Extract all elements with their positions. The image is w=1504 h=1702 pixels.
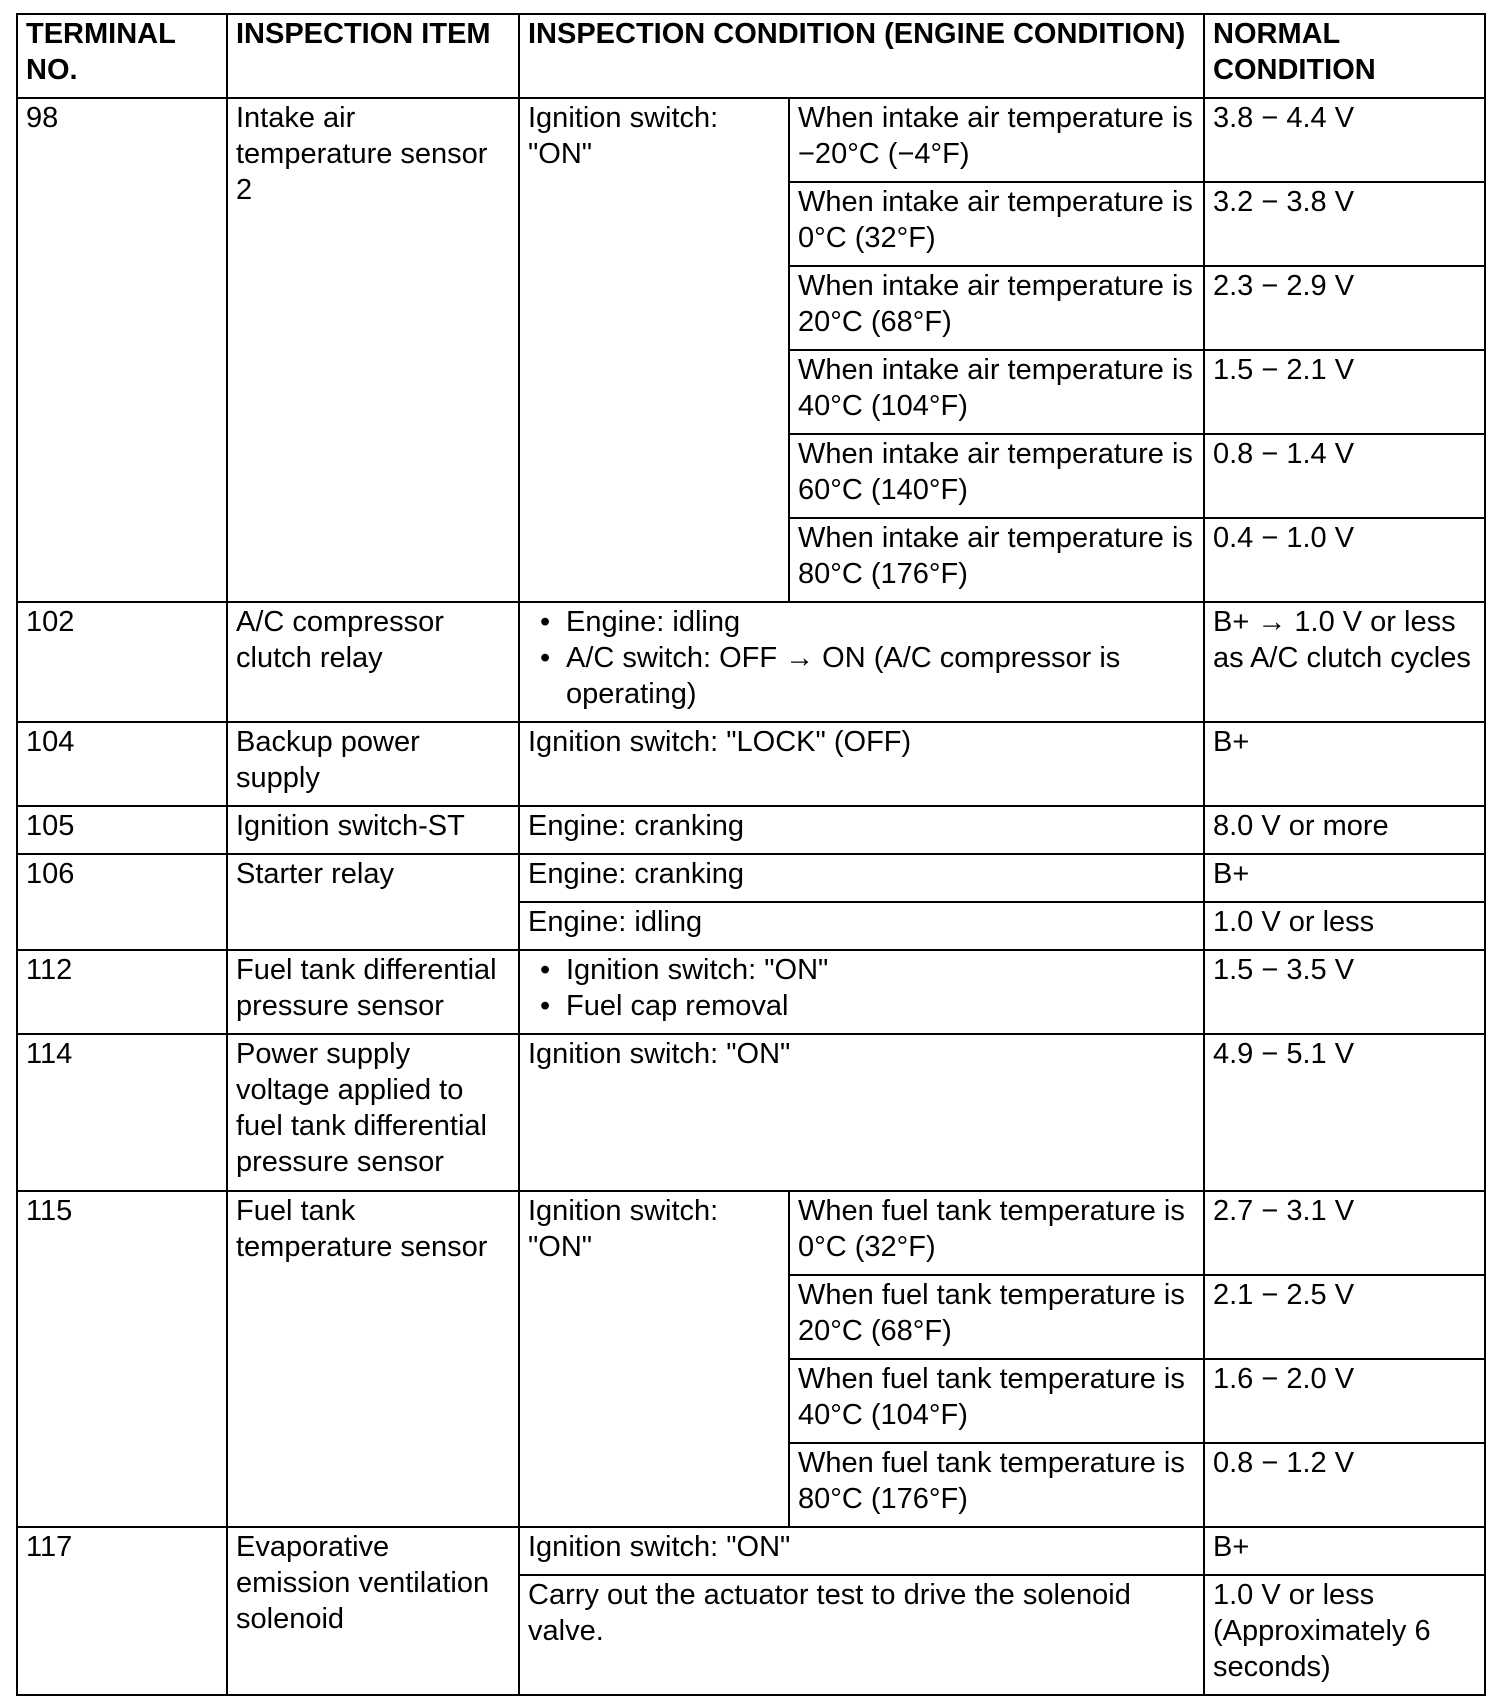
normal-condition-cell: 0.4 − 1.0 V: [1204, 518, 1485, 602]
normal-condition-cell: 2.7 − 3.1 V: [1204, 1191, 1485, 1275]
sub-condition-cell: When fuel tank temperature is 0°C (32°F): [789, 1191, 1204, 1275]
terminal-no-cell: 98: [17, 98, 227, 602]
condition-bullet: • A/C switch: OFF → ON (A/C compressor is operating): [528, 640, 1195, 712]
normal-condition-cell: 1.5 − 2.1 V: [1204, 350, 1485, 434]
sub-condition-cell: When intake air temperature is −20°C (−4°F): [789, 98, 1204, 182]
sub-condition-cell: When intake air temperature is 60°C (140°F): [789, 434, 1204, 518]
condition-bullet-list: [528, 604, 1195, 712]
inspection-condition-cell: Ignition switch: "ON": [519, 1527, 1204, 1575]
table-row: [17, 1527, 1485, 1575]
inspection-condition-cell: [519, 950, 1204, 1034]
sub-condition-cell: When intake air temperature is 20°C (68°F): [789, 266, 1204, 350]
terminal-no-cell: 104: [17, 722, 227, 806]
inspection-item-cell: Intake air temperature sensor 2: [227, 98, 519, 602]
normal-condition-cell: B+: [1204, 722, 1485, 806]
normal-condition-cell: 0.8 − 1.4 V: [1204, 434, 1485, 518]
inspection-condition-cell: Ignition switch: "ON": [519, 98, 789, 602]
header-terminal-no: TERMINAL NO.: [17, 14, 227, 98]
table-row: [17, 854, 1485, 902]
inspection-item-cell: Fuel tank differential pressure sensor: [227, 950, 519, 1034]
inspection-condition-cell: Engine: idling: [519, 902, 1204, 950]
normal-condition-cell: 3.2 − 3.8 V: [1204, 182, 1485, 266]
inspection-condition-cell: [519, 602, 1204, 722]
table-row: [17, 98, 1485, 182]
table-row: [17, 806, 1485, 854]
sub-condition-cell: When fuel tank temperature is 80°C (176°F): [789, 1443, 1204, 1527]
inspection-condition-cell: Ignition switch: "LOCK" (OFF): [519, 722, 1204, 806]
inspection-item-cell: Starter relay: [227, 854, 519, 950]
table-row: [17, 950, 1485, 1034]
header-row: [17, 14, 1485, 98]
table-row: [17, 1034, 1485, 1191]
normal-condition-cell: B+: [1204, 1527, 1485, 1575]
normal-condition-cell: 4.9 − 5.1 V: [1204, 1034, 1485, 1191]
sub-condition-cell: When fuel tank temperature is 40°C (104°F): [789, 1359, 1204, 1443]
sub-condition-cell: When intake air temperature is 0°C (32°F): [789, 182, 1204, 266]
normal-condition-cell: 2.3 − 2.9 V: [1204, 266, 1485, 350]
condition-bullet: • Ignition switch: "ON": [528, 952, 1195, 988]
sub-condition-cell: When intake air temperature is 40°C (104°F): [789, 350, 1204, 434]
normal-condition-cell: 2.1 − 2.5 V: [1204, 1275, 1485, 1359]
inspection-item-cell: Power supply voltage applied to fuel tank differential pressure sensor: [227, 1034, 519, 1191]
condition-bullet: • Fuel cap removal: [528, 988, 1195, 1024]
terminal-no-cell: 114: [17, 1034, 227, 1191]
inspection-condition-cell: Ignition switch: "ON": [519, 1191, 789, 1527]
header-inspection-condition: INSPECTION CONDITION (ENGINE CONDITION): [519, 14, 1204, 98]
terminal-no-cell: 106: [17, 854, 227, 950]
inspection-item-cell: Evaporative emission ventilation solenoid: [227, 1527, 519, 1695]
condition-bullet: • Engine: idling: [528, 604, 1195, 640]
sub-condition-cell: When intake air temperature is 80°C (176°F): [789, 518, 1204, 602]
normal-condition-cell: B+: [1204, 854, 1485, 902]
normal-condition-cell: 1.5 − 3.5 V: [1204, 950, 1485, 1034]
sub-condition-cell: When fuel tank temperature is 20°C (68°F): [789, 1275, 1204, 1359]
terminal-no-cell: 117: [17, 1527, 227, 1695]
table-row: [17, 722, 1485, 806]
normal-condition-cell: 1.0 V or less (Approximately 6 seconds): [1204, 1575, 1485, 1695]
normal-condition-cell: 1.0 V or less: [1204, 902, 1485, 950]
inspection-condition-cell: Engine: cranking: [519, 854, 1204, 902]
terminal-no-cell: 102: [17, 602, 227, 722]
normal-condition-cell: 8.0 V or more: [1204, 806, 1485, 854]
normal-condition-cell: 1.6 − 2.0 V: [1204, 1359, 1485, 1443]
header-normal-condition: NORMAL CONDITION: [1204, 14, 1485, 98]
terminal-no-cell: 112: [17, 950, 227, 1034]
normal-condition-cell: 0.8 − 1.2 V: [1204, 1443, 1485, 1527]
header-inspection-item: INSPECTION ITEM: [227, 14, 519, 98]
inspection-condition-cell: Engine: cranking: [519, 806, 1204, 854]
table-row: [17, 602, 1485, 722]
normal-condition-cell: B+ → 1.0 V or less as A/C clutch cycles: [1204, 602, 1485, 722]
table-row: [17, 1191, 1485, 1275]
inspection-condition-cell: Ignition switch: "ON": [519, 1034, 1204, 1191]
condition-bullet-list: [528, 952, 1195, 1024]
terminal-no-cell: 115: [17, 1191, 227, 1527]
terminal-no-cell: 105: [17, 806, 227, 854]
normal-condition-cell: 3.8 − 4.4 V: [1204, 98, 1485, 182]
inspection-item-cell: Ignition switch-ST: [227, 806, 519, 854]
inspection-item-cell: Fuel tank temperature sensor: [227, 1191, 519, 1527]
terminal-inspection-table: [16, 13, 1486, 1696]
inspection-item-cell: Backup power supply: [227, 722, 519, 806]
inspection-condition-cell: Carry out the actuator test to drive the solenoid valve.: [519, 1575, 1204, 1695]
inspection-item-cell: A/C compressor clutch relay: [227, 602, 519, 722]
